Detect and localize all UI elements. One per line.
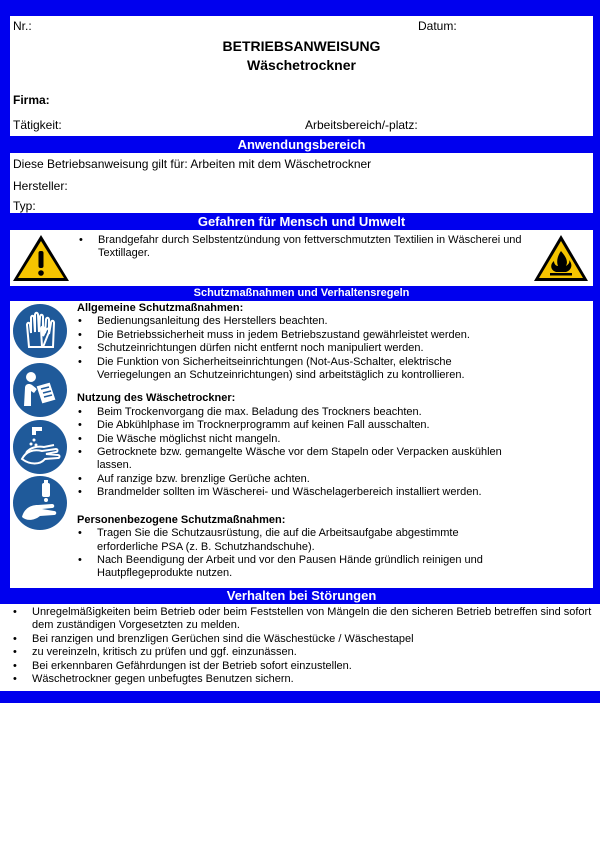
list-item: • Nach Beendigung der Arbeit und vor den Pausen Hände gründlich reinigen und Hautpflegeprodukte nutzen.: [77, 554, 517, 581]
list-item: • Beim Trockenvorgang die max. Beladung des Trockners beachten.: [77, 406, 589, 419]
datum-label: Datum:: [418, 19, 457, 33]
list-item: • Bedienungsanleitung des Herstellers beachten.: [77, 315, 589, 328]
stoerungen-panel: [0, 604, 600, 691]
schutzmassnahmen-heading: Schutzmaßnahmen und Verhaltensregeln: [193, 287, 410, 299]
list-item: • Unregelmäßigkeiten beim Betrieb oder beim Feststellen von Mängeln die den sicheren Betrieb betreffen sind sofort dem zuständigen Vorgesetzten zu melden.: [12, 606, 597, 633]
nr-label: Nr.:: [13, 19, 32, 33]
read-manual-icon: [12, 362, 68, 418]
document-subtitle: Wäschetrockner: [247, 57, 356, 73]
stoerungen-heading: Verhalten bei Störungen: [226, 588, 377, 603]
section-title: Nutzung des Wäschetrockner:: [77, 392, 236, 405]
general-warning-icon: [11, 233, 71, 283]
anwendungsbereich-heading: Anwendungsbereich: [237, 137, 366, 152]
section-title: Personenbezogene Schutzmaßnahmen:: [77, 513, 286, 526]
list-item: • zu vereinzeln, kritisch zu prüfen und ggf. einzunässen.: [12, 646, 597, 659]
anwendung-line: Diese Betriebsanweisung gilt für: Arbeiten mit dem Wäschetrockner: [13, 157, 372, 171]
document-title: BETRIEBSANWEISUNG: [222, 38, 381, 54]
list-item: • Die Betriebssicherheit muss in jedem Betriebszustand gewährleistet werden.: [77, 329, 589, 342]
list-item: • Schutzeinrichtungen dürfen nicht entfernt noch manipuliert werden.: [77, 342, 589, 355]
gefahren-panel: [10, 230, 593, 286]
allgemeine-list: [77, 315, 589, 382]
list-item: • Brandmelder sollten im Wäscherei- und Wäschelagerbereich installiert werden.: [77, 486, 589, 499]
personen-list: [77, 527, 589, 581]
wash-hands-icon: [12, 419, 68, 475]
gefahren-list: [78, 234, 526, 261]
anwendungsbereich-panel: [10, 153, 593, 213]
header-panel: [10, 16, 593, 136]
firma-label: Firma:: [13, 93, 50, 107]
taetigkeit-label: Tätigkeit:: [13, 118, 62, 132]
schutz-content: [77, 302, 589, 581]
typ-label: Typ:: [13, 199, 36, 213]
hand-protection-cream-icon: [12, 475, 68, 531]
list-item: • Bei erkennbaren Gefährdungen ist der Betrieb sofort einzustellen.: [12, 660, 597, 673]
nutzung-list: [77, 406, 589, 500]
section-title: Allgemeine Schutzmaßnahmen:: [77, 302, 244, 314]
protective-gloves-icon: [12, 303, 68, 359]
list-item: • Bei ranzigen und brenzligen Gerüchen sind die Wäschestücke / Wäschestapel: [12, 633, 597, 646]
flammable-warning-icon: [532, 233, 590, 283]
list-item: • Getrocknete bzw. gemangelte Wäsche vor dem Stapeln oder Verpacken auskühlen lassen.: [77, 446, 537, 473]
schutzmassnahmen-panel: [10, 301, 593, 588]
list-item: • Tragen Sie die Schutzausrüstung, die auf die Arbeitsaufgabe abgestimmte erforderliche PSA (z. B. Schutzhandschuhe).: [77, 527, 467, 554]
list-item: • Die Funktion von Sicherheitseinrichtungen (Not-Aus-Schalter, elektrische Verriegelungen an Schutzeinrichtungen) sind arbeitstäglich zu kontrollieren.: [77, 356, 507, 383]
list-item: • Wäschetrockner gegen unbefugtes Benutzen sichern.: [12, 673, 597, 686]
hersteller-label: Hersteller:: [13, 179, 68, 193]
gefahren-heading: Gefahren für Mensch und Umwelt: [197, 214, 406, 229]
arbeitsbereich-label: Arbeitsbereich/-platz:: [305, 118, 418, 132]
list-item: • Die Abkühlphase im Trocknerprogramm auf keinen Fall ausschalten.: [77, 419, 589, 432]
list-item: • Die Wäsche möglichst nicht mangeln.: [77, 433, 589, 446]
list-item: • Auf ranzige bzw. brenzlige Gerüche achten.: [77, 473, 589, 486]
stoerungen-list: [12, 606, 597, 686]
list-item: • Brandgefahr durch Selbstentzündung von fettverschmutzten Textilien in Wäscherei und Textillager.: [78, 234, 526, 261]
